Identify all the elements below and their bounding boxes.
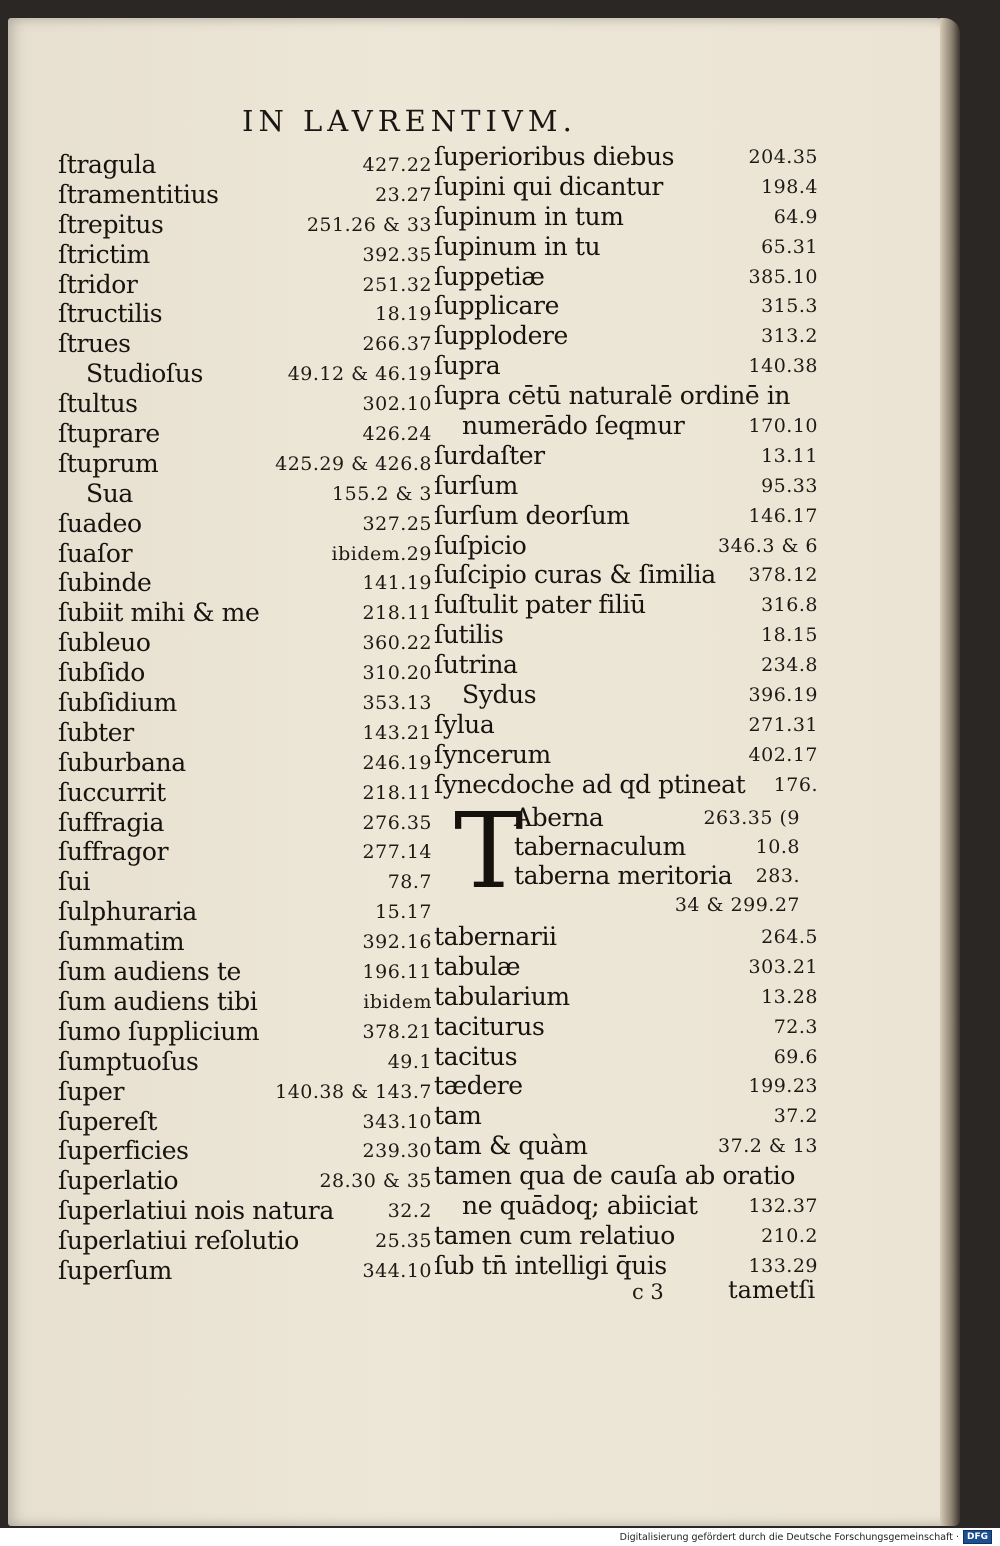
entry-reference: 64.9	[773, 205, 818, 228]
entry-reference: 198.4	[761, 175, 818, 198]
entry-term: Sydus	[462, 680, 537, 710]
entry-reference: 37.2	[773, 1105, 818, 1128]
index-entry	[58, 180, 432, 210]
index-entry	[58, 808, 432, 838]
entry-reference: ibidem	[363, 990, 432, 1013]
entry-term: taberna meritoria	[514, 861, 733, 890]
index-entry	[434, 202, 818, 232]
entry-reference: 277.14	[362, 841, 432, 864]
entry-reference: 49.12 & 46.19	[287, 363, 432, 386]
index-entry	[434, 1101, 818, 1131]
entry-term: ſtructilis	[58, 299, 163, 329]
entry-reference: 18.15	[761, 624, 818, 647]
entry-reference: 316.8	[761, 594, 818, 617]
entry-term: tamen cum relatiuo	[434, 1220, 675, 1250]
entry-term: ſupra cētū naturalē ordinē in	[434, 381, 791, 411]
index-entry	[434, 501, 818, 531]
entry-reference: 23.27	[375, 183, 432, 206]
entry-term: ſum audiens tibi	[58, 986, 258, 1016]
index-entry	[434, 982, 818, 1012]
index-entry	[434, 590, 818, 620]
index-entry	[434, 321, 818, 351]
index-entry	[434, 351, 818, 381]
entry-reference: 146.17	[748, 504, 818, 527]
index-entry	[58, 1226, 432, 1256]
index-entry	[58, 778, 432, 808]
index-entry	[514, 890, 818, 919]
index-entry	[58, 837, 432, 867]
signature-mark: c 3	[632, 1280, 664, 1304]
index-entry	[58, 270, 432, 300]
entry-reference: 218.11	[362, 602, 432, 625]
entry-term: ſuperlatiui reſolutio	[58, 1226, 299, 1256]
entry-term: ſuffragia	[58, 807, 165, 837]
index-entry	[58, 419, 432, 449]
entry-reference: 65.31	[761, 235, 818, 258]
entry-term: ſuppetiæ	[434, 261, 545, 291]
entry-term: ſupra	[434, 351, 501, 381]
index-entry	[434, 1071, 818, 1101]
index-entry	[434, 1221, 818, 1251]
index-entry	[58, 897, 432, 927]
entry-reference: 271.31	[748, 713, 818, 736]
index-entry	[58, 329, 432, 359]
index-entry	[58, 1166, 432, 1196]
index-entry	[434, 411, 818, 441]
entry-reference: 140.38	[748, 355, 818, 378]
entry-reference: 69.6	[773, 1045, 818, 1068]
entry-term: ſuperlatio	[58, 1166, 179, 1196]
entry-reference: 310.20	[362, 662, 432, 685]
entry-reference: 234.8	[761, 654, 818, 677]
entry-term: ſupini qui dicantur	[434, 171, 663, 201]
index-entry	[58, 299, 432, 329]
entry-term: ſub tn̄ intelligi q̄uis	[434, 1250, 667, 1280]
index-entry	[58, 240, 432, 270]
entry-reference: 344.10	[362, 1259, 432, 1282]
catchword: tametſi	[728, 1276, 816, 1304]
entry-term: ſuaſor	[58, 538, 133, 568]
index-entry	[434, 1042, 818, 1072]
entry-reference: 133.29	[748, 1254, 818, 1277]
entry-reference: 264.5	[761, 926, 818, 948]
index-entry	[514, 832, 818, 861]
entry-term: ſum audiens te	[58, 957, 241, 987]
entry-term: ſupinum in tu	[434, 231, 601, 261]
entry-reference: 13.11	[761, 444, 818, 467]
entry-reference: 360.22	[362, 632, 432, 655]
index-entry	[58, 658, 432, 688]
entry-term: ſuccurrit	[58, 777, 166, 807]
entry-reference: 315.3	[761, 295, 818, 318]
entry-reference: 327.25	[362, 512, 432, 535]
entry-reference: 402.17	[748, 743, 818, 766]
entry-reference: 343.10	[362, 1110, 432, 1133]
index-entry	[434, 560, 818, 590]
entry-term: ſuperioribus diebus	[434, 142, 675, 171]
entry-reference: 396.19	[748, 684, 818, 707]
entry-term: ſubinde	[58, 568, 152, 598]
index-entry	[58, 479, 432, 509]
entry-reference: 199.23	[748, 1075, 818, 1098]
index-entry	[434, 1131, 818, 1161]
index-entry	[434, 1191, 818, 1221]
entry-term: ſuadeo	[58, 508, 142, 538]
index-entry	[434, 262, 818, 292]
entry-term: ſuburbana	[58, 747, 186, 777]
index-entry	[434, 291, 818, 321]
entry-reference: 239.30	[362, 1140, 432, 1163]
entry-reference: 251.26 & 33	[306, 213, 432, 236]
entry-term: ſtramentitius	[58, 179, 219, 209]
entry-term: ſubſidium	[58, 688, 177, 718]
entry-term: ſuperficies	[58, 1136, 189, 1166]
entry-reference: 302.10	[362, 393, 432, 416]
entry-term: ſtrictim	[58, 239, 150, 269]
entry-term: ſuffragor	[58, 837, 169, 867]
entry-reference: 378.21	[362, 1020, 432, 1043]
entry-reference: 32.2	[387, 1200, 432, 1223]
index-entry	[58, 150, 432, 180]
entry-term: numerādo ſeqmur	[462, 411, 685, 441]
entry-term: ſuſtulit pater filiū	[434, 590, 646, 620]
entry-term: ſynecdoche ad qd ptineat	[434, 769, 746, 799]
index-entry	[58, 1256, 432, 1286]
entry-term: tabulæ	[434, 951, 521, 981]
index-entry	[58, 359, 432, 389]
entry-reference: 204.35	[748, 146, 818, 168]
entry-reference: 251.32	[362, 273, 432, 296]
index-entry	[58, 867, 432, 897]
entry-term: ſubter	[58, 717, 134, 747]
entry-reference: 34 & 299.27	[674, 894, 800, 916]
entry-term: ſutilis	[434, 620, 504, 650]
entry-reference: 37.2 & 13	[718, 1135, 818, 1158]
page-edge	[940, 18, 960, 1526]
index-entry	[434, 232, 818, 262]
entry-reference: 263.35 (9	[703, 807, 800, 829]
entry-reference: 266.37	[362, 333, 432, 356]
index-entry	[434, 740, 818, 770]
index-column-right-bottom	[434, 922, 818, 1281]
index-entry	[434, 381, 818, 411]
entry-term: ſupereſt	[58, 1106, 157, 1136]
entry-term: ſubiit mihi & me	[58, 598, 260, 628]
entry-reference: 25.35	[375, 1230, 432, 1253]
index-entry	[58, 509, 432, 539]
entry-reference: 276.35	[362, 811, 432, 834]
index-entry	[58, 1047, 432, 1077]
entry-reference: 72.3	[773, 1015, 818, 1038]
entry-term: ſtultus	[58, 389, 138, 419]
credit-bar	[0, 1528, 1000, 1546]
index-entry	[434, 142, 818, 172]
entry-term: ſui	[58, 867, 91, 897]
entry-reference: 196.11	[362, 961, 432, 984]
entry-reference: 425.29 & 426.8	[275, 452, 432, 475]
entry-term: ſtrues	[58, 329, 131, 359]
entry-term: tædere	[434, 1071, 523, 1101]
entry-reference: 427.22	[362, 154, 432, 176]
index-entry	[434, 531, 818, 561]
index-entry	[434, 620, 818, 650]
entry-reference: 313.2	[761, 325, 818, 348]
index-entry	[434, 952, 818, 982]
entry-term: ſumo ſupplicium	[58, 1016, 260, 1046]
index-entry	[434, 922, 818, 952]
entry-term: tacitus	[434, 1041, 518, 1071]
entry-term: Studioſus	[86, 359, 203, 389]
index-column-left	[58, 150, 432, 1286]
index-entry	[58, 1017, 432, 1047]
entry-term: ſuper	[58, 1076, 125, 1106]
entry-term: ſuſcipio curas & ſimilia	[434, 560, 716, 590]
entry-term: ſuſpicio	[434, 530, 527, 560]
entry-reference: 218.11	[362, 781, 432, 804]
index-entry	[434, 1161, 818, 1191]
dropcap-letter: T	[454, 790, 524, 912]
entry-reference: 176.	[773, 773, 818, 796]
entry-term: ſupplodere	[434, 321, 568, 351]
index-entry	[58, 539, 432, 569]
entry-term: ſylua	[434, 709, 495, 739]
entry-reference: 246.19	[362, 751, 432, 774]
entry-reference: 385.10	[748, 265, 818, 288]
index-entry	[514, 803, 818, 832]
index-entry	[58, 598, 432, 628]
entry-term: Sua	[86, 478, 133, 508]
index-entry	[58, 1077, 432, 1107]
entry-term: tabernarii	[434, 922, 557, 951]
entry-term: ſuperlatiui nois natura	[58, 1196, 334, 1226]
entry-term: ne quādoq; abiiciat	[462, 1191, 698, 1221]
index-entry	[58, 210, 432, 240]
entry-reference: 346.3 & 6	[718, 534, 818, 557]
dropcap-entry-block	[446, 790, 818, 916]
entry-reference: ibidem.29	[331, 542, 432, 565]
index-entry	[434, 710, 818, 740]
entry-reference: 140.38 & 143.7	[275, 1080, 432, 1103]
entry-reference: 95.33	[761, 474, 818, 497]
index-entry	[58, 957, 432, 987]
index-entry	[58, 688, 432, 718]
entry-term: ſubſido	[58, 658, 145, 688]
running-head: IN LAVRENTIVM.	[242, 104, 577, 138]
index-entry	[434, 650, 818, 680]
index-entry	[58, 1136, 432, 1166]
index-entry	[58, 568, 432, 598]
entry-reference: 10.8	[755, 836, 800, 858]
entry-term: tabernaculum	[514, 832, 686, 861]
entry-reference: 378.12	[748, 564, 818, 587]
entry-reference: 13.28	[761, 985, 818, 1008]
entry-term: ſtuprum	[58, 448, 159, 478]
entry-reference: 49.1	[387, 1050, 432, 1073]
index-entry	[58, 389, 432, 419]
entry-term: ſurſum deorſum	[434, 500, 630, 530]
entry-term: ſtrepitus	[58, 209, 164, 239]
entry-reference: 392.16	[362, 931, 432, 954]
entry-term: ſupinum in tum	[434, 201, 624, 231]
entry-term: Aberna	[514, 803, 604, 832]
entry-reference: 18.19	[375, 303, 432, 326]
entry-term: ſummatim	[58, 927, 185, 957]
index-entry	[58, 987, 432, 1017]
credit-text: Digitalisierung gefördert durch die Deutsche Forschungsgemeinschaft ·	[619, 1531, 959, 1543]
entry-reference: 426.24	[362, 423, 432, 446]
index-entry	[58, 449, 432, 479]
entry-term: taciturus	[434, 1011, 545, 1041]
entry-term: ſumptuoſus	[58, 1046, 199, 1076]
entry-term: tabularium	[434, 981, 570, 1011]
entry-term: ſyncerum	[434, 739, 551, 769]
entry-reference: 28.30 & 35	[319, 1170, 432, 1193]
index-entry	[58, 718, 432, 748]
entry-term: ſtragula	[58, 150, 156, 179]
entry-reference: 283.	[755, 865, 800, 887]
index-entry	[58, 927, 432, 957]
index-column-right-top	[434, 142, 818, 800]
entry-term: ſulphuraria	[58, 897, 197, 927]
entry-reference: 155.2 & 3	[332, 482, 432, 505]
index-entry	[58, 748, 432, 778]
entry-term: ſtuprare	[58, 419, 160, 449]
entry-reference: 392.35	[362, 243, 432, 266]
entry-term: tamen qua de cauſa ab oratio	[434, 1161, 795, 1191]
entry-term: ſubleuo	[58, 628, 151, 658]
entry-reference: 353.13	[362, 692, 432, 715]
entry-reference: 141.19	[362, 572, 432, 595]
entry-reference: 143.21	[362, 721, 432, 744]
entry-term: ſurſum	[434, 470, 518, 500]
index-entry	[434, 471, 818, 501]
entry-reference: 303.21	[748, 955, 818, 978]
entry-term: tam & quàm	[434, 1131, 588, 1161]
entry-reference: 78.7	[387, 871, 432, 894]
index-entry	[434, 1012, 818, 1042]
index-entry	[58, 1196, 432, 1226]
entry-term: ſurdaſter	[434, 440, 545, 470]
entry-term: ſupplicare	[434, 291, 560, 321]
index-entry	[434, 680, 818, 710]
index-entry	[434, 172, 818, 202]
index-entry	[434, 441, 818, 471]
entry-term: tam	[434, 1101, 482, 1131]
index-entry	[514, 861, 818, 890]
index-entry	[58, 628, 432, 658]
entry-reference: 170.10	[748, 415, 818, 438]
index-entry	[58, 1107, 432, 1137]
entry-reference: 132.37	[748, 1195, 818, 1218]
entry-reference: 210.2	[761, 1224, 818, 1247]
entry-term: ſutrina	[434, 650, 518, 680]
entry-term: ſuperſum	[58, 1255, 172, 1285]
dfg-logo: DFG	[963, 1530, 992, 1544]
entry-term: ſtridor	[58, 269, 138, 299]
entry-reference: 15.17	[375, 901, 432, 924]
